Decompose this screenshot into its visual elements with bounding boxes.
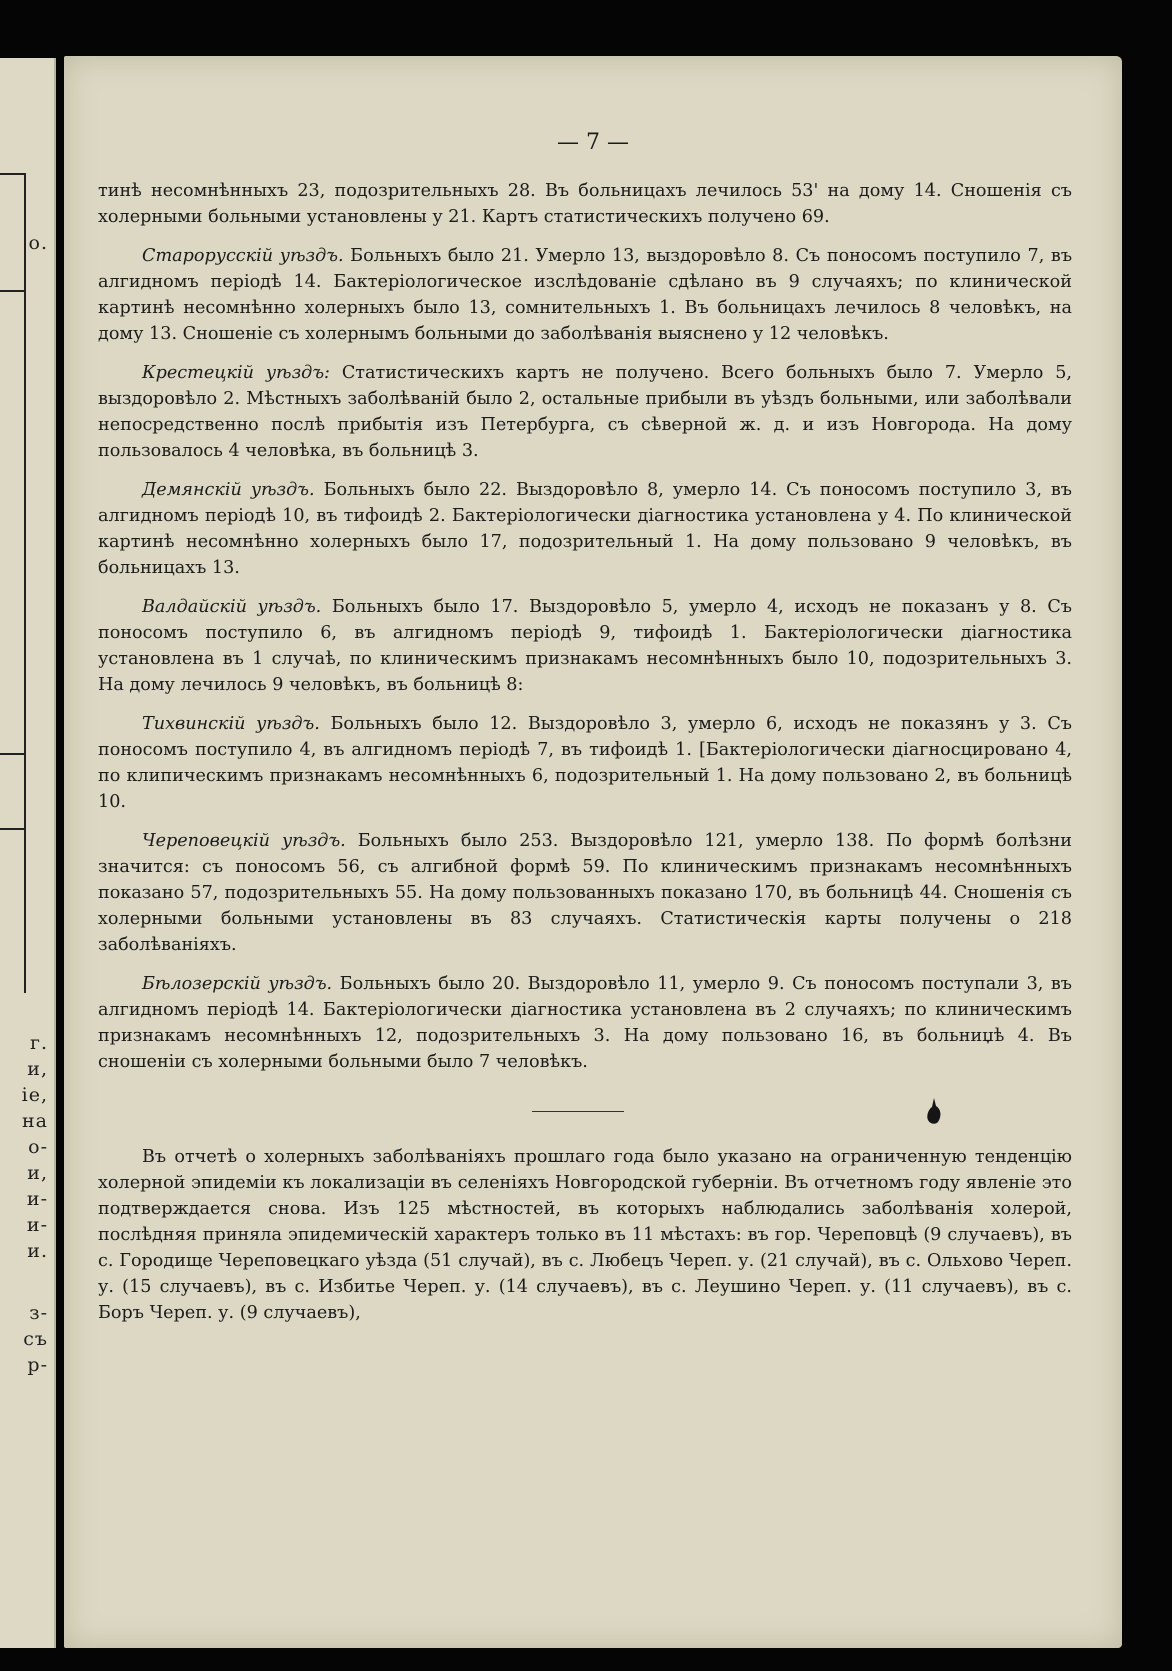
- left-page-rule: [0, 753, 24, 755]
- paragraph-text: Больныхъ было 12. Выздоровѣло 3, умерло 6, исходъ не показянъ у 3. Съ поносомъ поступило 4, въ алгидномъ періодѣ 7, въ тифоидѣ 1. [Бактеріологически діагносцировано 4, по клипическимъ признакамъ несомнѣнныхъ 6, подозрительный 1. На дому пользовано 2, въ больницѣ 10.: [98, 714, 1072, 812]
- district-name: Бѣлозерскій уѣздъ.: [142, 974, 333, 994]
- left-page-text-fragment: на: [22, 1110, 48, 1132]
- left-page-text-fragment: іе,: [21, 1084, 48, 1106]
- report-paragraph: [98, 477, 1072, 581]
- section-separator-row: [98, 1088, 1072, 1144]
- document-page: [64, 56, 1122, 1648]
- district-name: Старорусскій уѣздъ.: [142, 246, 344, 266]
- left-page-text-fragment: съ: [23, 1328, 48, 1350]
- left-page-text-fragment: и,: [27, 1058, 48, 1080]
- left-page-text-fragment: и-: [26, 1214, 48, 1236]
- report-paragraph: [98, 971, 1072, 1075]
- district-name: Крестецкій уѣздъ:: [142, 363, 330, 383]
- district-name: Череповецкій уѣздъ.: [142, 831, 346, 851]
- page-number: — 7 —: [557, 130, 629, 155]
- left-page-text-fragment: и.: [27, 1240, 48, 1262]
- paragraph-text: Больныхъ было 22. Выздоровѣло 8, умерло 14. Съ поносомъ поступило 3, въ алгидномъ періодѣ 10, въ тифоидѣ 2. Бактеріологически діагностика установлена у 4. По клинической картинѣ несомнѣнно холерныхъ было 17, подозрительный 1. На дому пользовано 9 человѣкъ, въ больницахъ 13.: [98, 480, 1072, 578]
- closing-paragraph: Въ отчетѣ о холерныхъ заболѣваніяхъ прошлаго года было указано на ограниченную тенденцію холерной эпидеміи къ локализаціи въ селеніяхъ Новгородской губерніи. Въ отчетномъ году явленіе это подтверждается снова. Изъ 125 мѣстностей, въ которыхъ наблюдались заболѣванія холерой, послѣдняя приняла эпидемическій характеръ только въ 11 мѣстахъ: въ гор. Череповцѣ (9 случаевъ), въ с. Городище Череповецкаго уѣзда (51 случай), въ с. Любецъ Череп. у. (21 случай), въ с. Ольхово Череп. у. (15 случаевъ), въ с. Избитье Череп. у. (14 случаевъ), въ с. Леушино Череп. у. (11 случаевъ), въ с. Боръ Череп. у. (9 случаевъ),: [98, 1147, 1072, 1323]
- left-page-text-fragment: и,: [27, 1162, 48, 1184]
- left-page-rule: [0, 290, 24, 292]
- left-page-text-fragment: р-: [27, 1354, 48, 1376]
- district-name: Валдайскій уѣздъ.: [142, 597, 322, 617]
- paragraph-text: Больныхъ было 21. Умерло 13, выздоровѣло 8. Съ поносомъ поступило 7, въ алгидномъ періодѣ 14. Бактеріологическое изслѣдованіе сдѣлано въ 9 случаяхъ; по клинической картинѣ несомнѣнно холерныхъ было 13, сомнительныхъ 1. Въ больницахъ лечилось 8 человѣкъ, на дому 13. Сношеніе съ холернымъ больными до заболѣванія выяснено у 12 человѣкъ.: [98, 246, 1073, 344]
- left-page-edge: [0, 58, 56, 1648]
- left-page-text-fragment: о.: [28, 232, 48, 254]
- paragraph-text: Больныхъ было 20. Выздоровѣло 11, умерло 9. Съ поносомъ поступали 3, въ алгидномъ періодѣ 14. Бактеріологически діагностика установлена въ 2 случаяхъ; по клиническимъ признакамъ несомнѣнныхъ 12, подозрительныхъ 3. На дому пользовано 16, въ больниџѣ 4. Въ сношеніи съ холерными больными было 7 человѣкъ.: [98, 974, 1072, 1072]
- left-page-text-fragment: з-: [29, 1302, 48, 1324]
- section-separator: [532, 1111, 624, 1112]
- left-page-rule: [0, 828, 24, 830]
- left-page-rule: [0, 173, 24, 175]
- report-paragraph: [98, 178, 1072, 230]
- district-name: Демянскій уѣздъ.: [142, 480, 315, 500]
- report-paragraph: [98, 594, 1072, 698]
- paragraph-text: Больныхъ было 17. Выздоровѣло 5, умерло 4, исходъ не показанъ у 8. Съ поносомъ поступило 6, въ алгидномъ періодѣ 9, тифоидѣ 1. Бактеріологически діагностика установлена въ 1 случаѣ, по клиническимъ признакамъ несомнѣнныхъ было 10, подозрительныхъ 3. На дому лечилось 9 человѣкъ, въ больницѣ 8:: [98, 597, 1072, 695]
- left-page-text-fragment: о-: [28, 1136, 48, 1158]
- ink-blot-mark: [924, 1096, 944, 1126]
- report-paragraph: [98, 711, 1072, 815]
- paragraph-text: тинѣ несомнѣнныхъ 23, подозрительныхъ 28. Въ больницахъ лечилось 53' на дому 14. Сношенія съ холерными больными установлены у 21. Картъ статистическихъ получено 69.: [98, 181, 1072, 227]
- left-page-text-fragment: и-: [26, 1188, 48, 1210]
- report-body: [98, 178, 1072, 1339]
- report-paragraph: [98, 360, 1072, 464]
- paragraph-text: Больныхъ было 253. Выздоровѣло 121, умерло 138. По формѣ болѣзни значится: съ поносомъ 56, съ алгибной формѣ 59. По клиническимъ признакамъ несомнѣнныхъ показано 57, подозрительныхъ 55. На дому пользованныхъ показано 170, въ больницѣ 44. Сношенія съ холерными больными установлены въ 83 случаяхъ. Статистическія карты получены о 218 заболѣваніяхъ.: [98, 831, 1072, 955]
- report-paragraph: [98, 828, 1072, 958]
- left-page-text-fragment: г.: [30, 1032, 48, 1054]
- left-page-vertical-rule: [24, 173, 26, 993]
- report-paragraph: [98, 243, 1072, 347]
- paragraph-text: Статистическихъ картъ не получено. Всего больныхъ было 7. Умерло 5, выздоровѣло 2. Мѣстныхъ заболѣваній было 2, остальные прибыли въ уѣздъ больными, или заболѣвали непосредственно послѣ прибытія изъ Петербурга, съ сѣверной ж. д. и изъ Новгорода. На дому пользовалось 4 человѣка, въ больницѣ 3.: [98, 363, 1072, 461]
- district-name: Тихвинскій уѣздъ.: [142, 714, 320, 734]
